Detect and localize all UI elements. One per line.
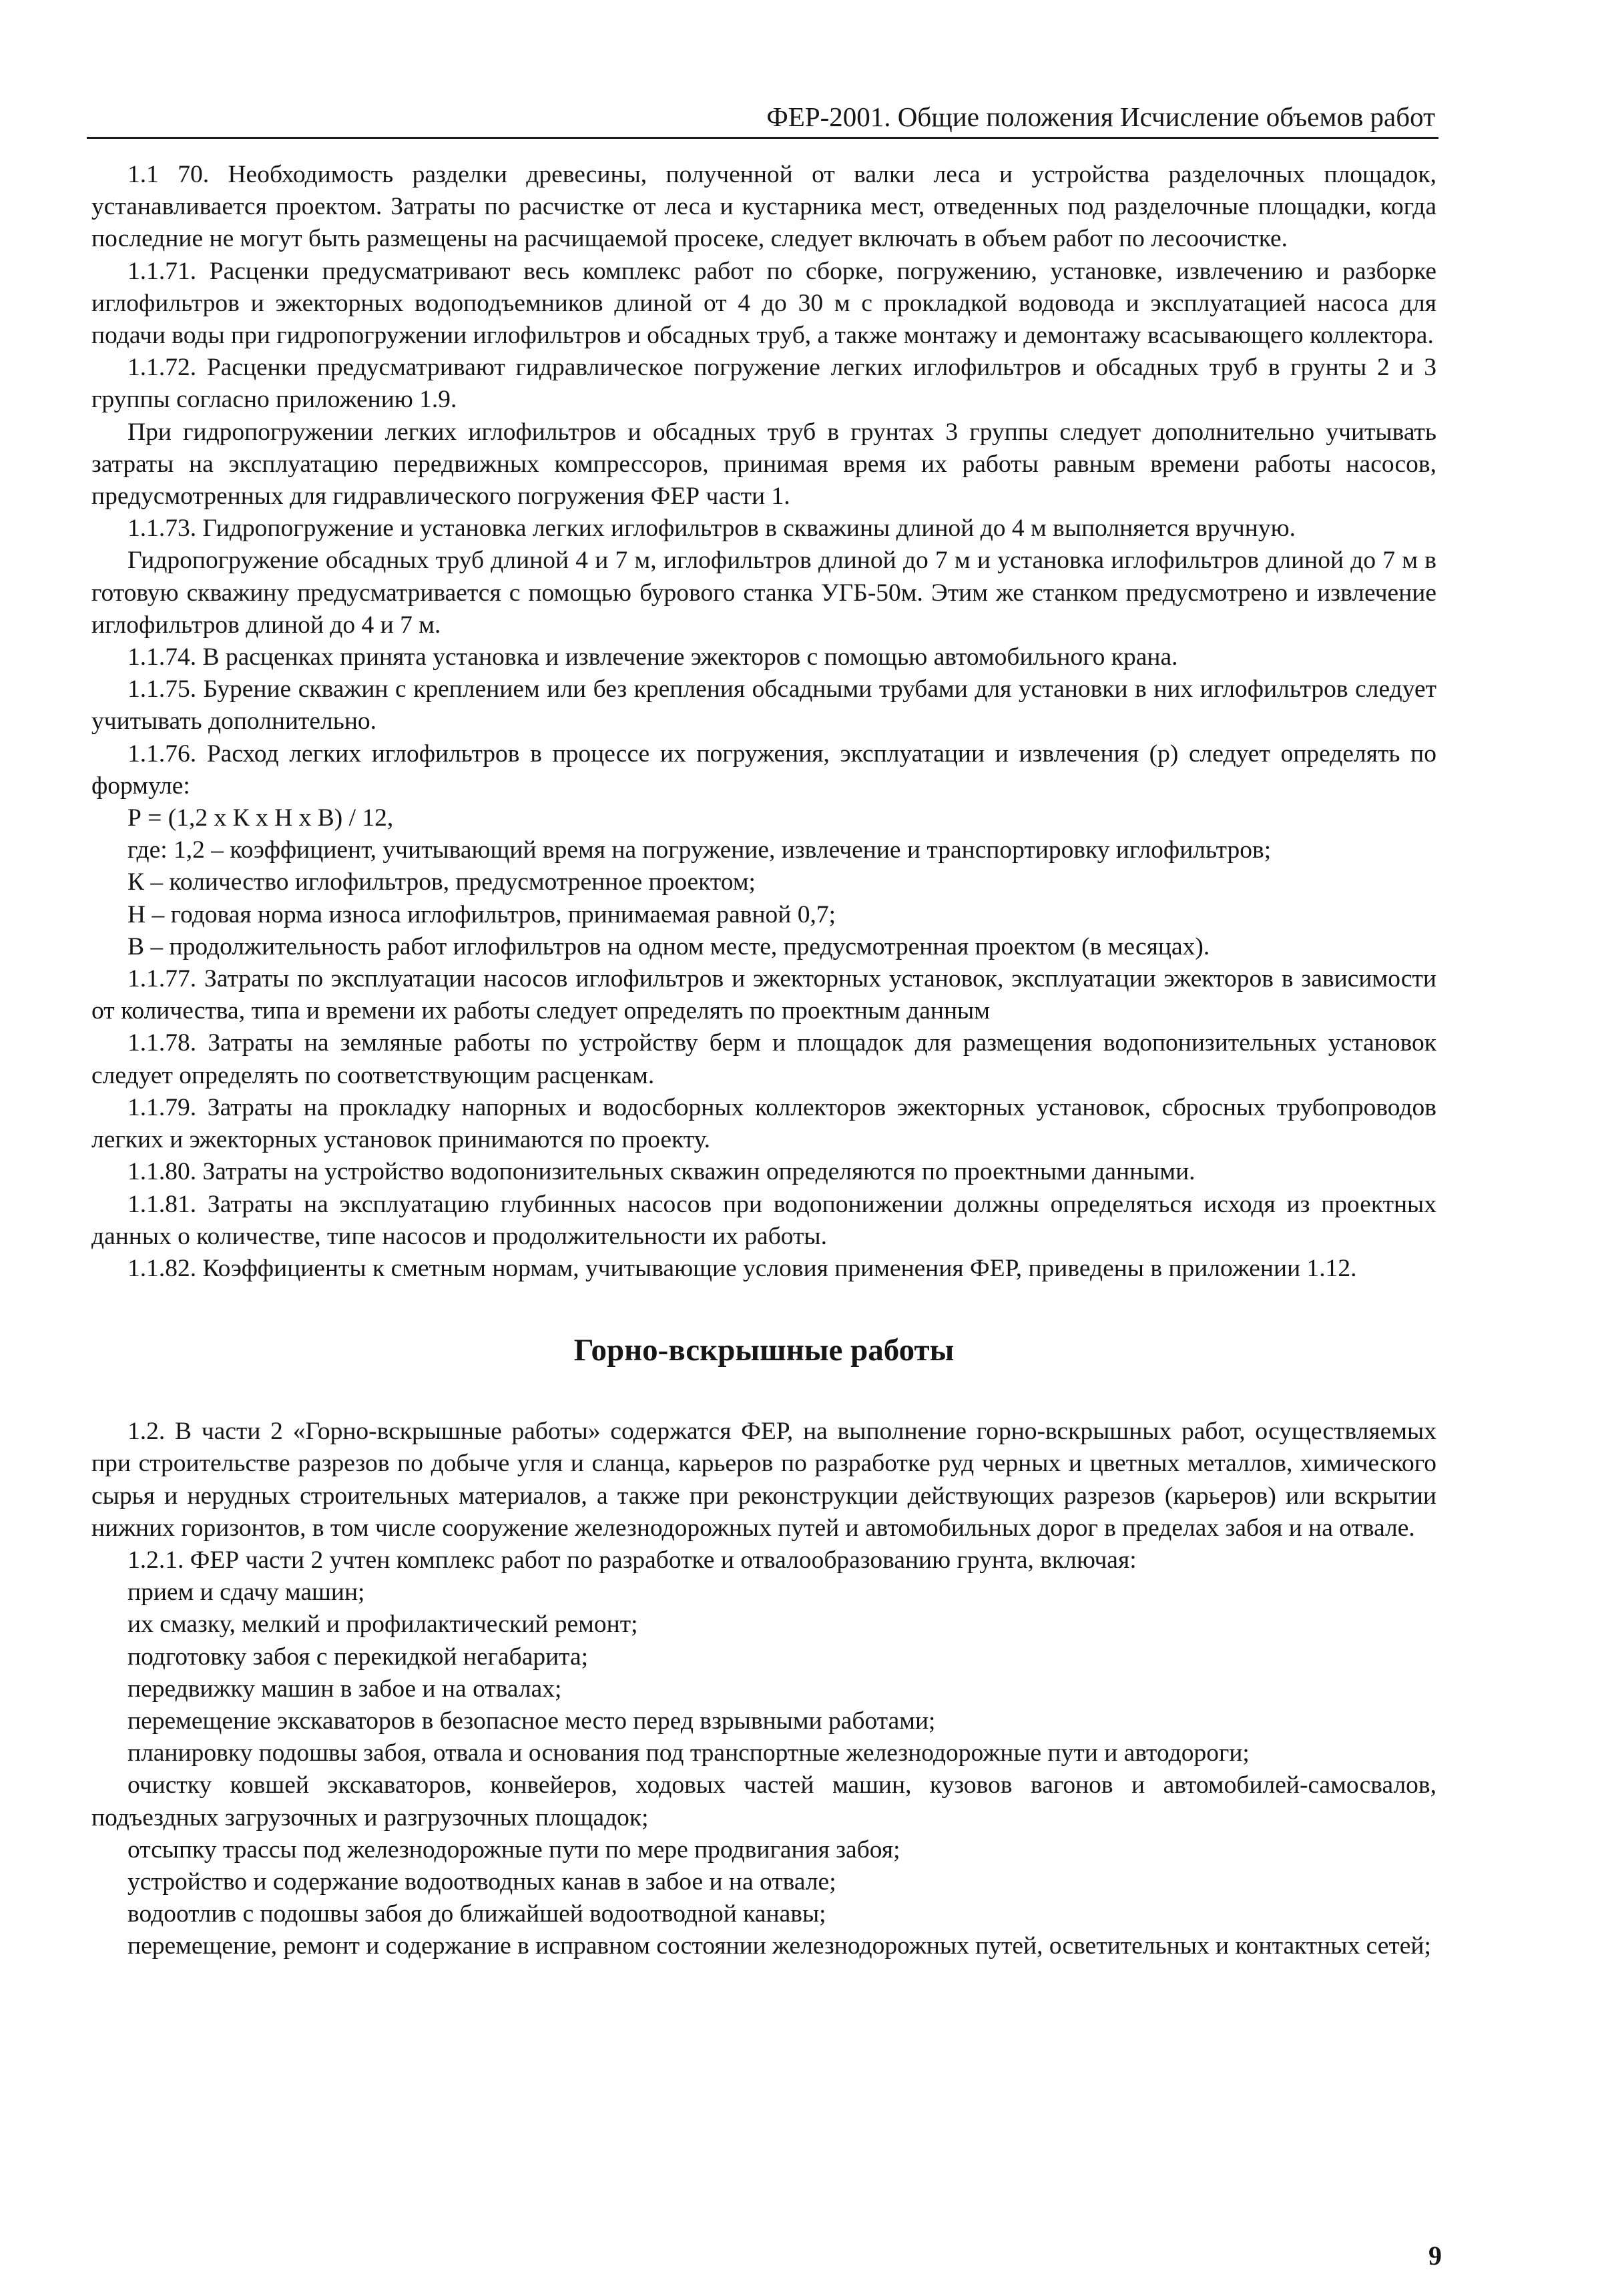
list-item: перемещение, ремонт и содержание в исправном состоянии железнодорожных путей, осветительных и контактных сетей; bbox=[127, 1932, 1431, 1960]
paragraph-1-1-79: 1.1.79. Затраты на прокладку напорных и водосборных коллекторов эжекторных установок, сбросных трубопроводов легких и эжекторных установок принимаются по проекту. bbox=[91, 1093, 1436, 1154]
list-item: устройство и содержание водоотводных канав в забое и на отвале; bbox=[127, 1868, 836, 1896]
list-item: очистку ковшей экскаваторов, конвейеров, ходовых частей машин, кузовов вагонов и автомобилей-самосвалов, подъездных загрузочных и разгрузочных площадок; bbox=[91, 1771, 1436, 1831]
paragraph-compressors: При гидропогружении легких иглофильтров и обсадных труб в грунтах 3 группы следует дополнительно учитывать затраты на эксплуатацию передвижных компрессоров, принимая время их работы равным времени работы насосов, предусмотренных для гидравлического погружения ФЕР части 1. bbox=[91, 418, 1436, 511]
formula-legend-b: В – продолжительность работ иглофильтров на одном месте, предусмотренная проектом (в месяцах). bbox=[127, 932, 1210, 960]
formula-legend-coefficient: где: 1,2 – коэффициент, учитывающий время на погружение, извлечение и транспортировку иглофильтров; bbox=[127, 836, 1272, 864]
paragraph-casing-pipes: Гидропогружение обсадных труб длиной 4 и 7 м, иглофильтров длиной до 7 м и установка иглофильтров длиной до 7 м в готовую скважину предусматривается с помощью бурового станка УГБ-50м. Этим же станком предусмотрено и извлечение иглофильтров длиной до 4 и 7 м. bbox=[91, 547, 1436, 639]
list-item: подготовку забоя с перекидкой негабарита; bbox=[127, 1643, 589, 1671]
paragraph-1-1-75: 1.1.75. Бурение скважин с креплением или без крепления обсадными трубами для установки в них иглофильтров следует учитывать дополнительно. bbox=[91, 675, 1436, 736]
list-item: планировку подошвы забоя, отвала и основания под транспортные железнодорожные пути и автодороги; bbox=[127, 1739, 1250, 1767]
paragraph-1-1-80: 1.1.80. Затраты на устройство водопонизительных скважин определяются по проектными данными. bbox=[127, 1158, 1195, 1186]
list-item: их смазку, мелкий и профилактический ремонт; bbox=[127, 1611, 638, 1639]
running-header: ФЕР-2001. Общие положения Исчисление объемов работ bbox=[766, 101, 1435, 132]
paragraph-1-2: 1.2. В части 2 «Горно-вскрышные работы» содержатся ФЕР, на выполнение горно-вскрышных работ, осуществляемых при строительстве разрезов по добыче угля и сланца, карьеров по разработке руд черных и цветных металлов, химического сырья и нерудных строительных материалов, а также при реконструкции действующих разрезов (карьеров) или вскрытии нижних горизонтов, в том числе сооружение железнодорожных путей и автомобильных дорог в пределах забоя и на отвале. bbox=[91, 1418, 1436, 1542]
list-item: отсыпку трассы под железнодорожные пути по мере продвигания забоя; bbox=[127, 1835, 900, 1863]
formula-legend-h: Н – годовая норма износа иглофильтров, принимаемая равной 0,7; bbox=[127, 900, 836, 928]
paragraph-1-1-81: 1.1.81. Затраты на эксплуатацию глубинных насосов при водопонижении должны определяться исходя из проектных данных о количестве, типе насосов и продолжительности их работы. bbox=[91, 1190, 1436, 1250]
paragraph-1-1-72: 1.1.72. Расценки предусматривают гидравлическое погружение легких иглофильтров и обсадных труб в грунты 2 и 3 группы согласно приложению 1.9. bbox=[91, 354, 1436, 414]
paragraph-1-2-1: 1.2.1. ФЕР части 2 учтен комплекс работ по разработке и отвалообразованию грунта, включая: bbox=[127, 1546, 1137, 1574]
list-item: перемещение экскаваторов в безопасное место перед взрывными работами; bbox=[127, 1707, 936, 1735]
document-body bbox=[91, 159, 1436, 1963]
list-item: передвижку машин в забое и на отвалах; bbox=[127, 1675, 562, 1703]
paragraph-1-1-74: 1.1.74. В расценках принята установка и извлечение эжекторов с помощью автомобильного крана. bbox=[127, 643, 1178, 671]
section-heading: Горно-вскрышные работы bbox=[573, 1333, 955, 1368]
list-item: водоотлив с подошвы забоя до ближайшей водоотводной канавы; bbox=[127, 1900, 826, 1928]
page-number: 9 bbox=[1428, 2241, 1442, 2271]
paragraph-1-1-78: 1.1.78. Затраты на земляные работы по устройству берм и площадок для размещения водопонизительных установок следует определять по соответствующим расценкам. bbox=[91, 1029, 1436, 1089]
formula-line: Р = (1,2 х К х Н х В) / 12, bbox=[127, 804, 394, 832]
formula-legend-k: К – количество иглофильтров, предусмотренное проектом; bbox=[127, 868, 756, 896]
paragraph-1-1-77: 1.1.77. Затраты по эксплуатации насосов иглофильтров и эжекторных установок, эксплуатации эжекторов в зависимости от количества, типа и времени их работы следует определять по проектным данным bbox=[91, 965, 1436, 1025]
paragraph-1-1-70: 1.1 70. Необходимость разделки древесины, полученной от валки леса и устройства разделочных площадок, устанавливается проектом. Затраты по расчистке от леса и кустарника мест, отведенных под разделочные площадки, когда последние не могут быть размещены на расчищаемой просеке, следует включать в объем работ по лесоочистке. bbox=[91, 161, 1436, 253]
paragraph-1-1-73: 1.1.73. Гидропогружение и установка легких иглофильтров в скважины длиной до 4 м выполняется вручную. bbox=[127, 515, 1296, 543]
paragraph-1-1-71: 1.1.71. Расценки предусматривают весь комплекс работ по сборке, погружению, установке, извлечению и разборке иглофильтров и эжекторных водоподъемников длиной от 4 до 30 м с прокладкой водовода и эксплуатацией насоса для подачи воды при гидропогружении иглофильтров и обсадных труб, а также монтажу и демонтажу всасывающего коллектора. bbox=[91, 257, 1436, 350]
paragraph-1-1-82: 1.1.82. Коэффициенты к сметным нормам, учитывающие условия применения ФЕР, приведены в приложении 1.12. bbox=[127, 1254, 1357, 1282]
list-item: прием и сдачу машин; bbox=[127, 1579, 365, 1607]
paragraph-1-1-76: 1.1.76. Расход легких иглофильтров в процессе их погружения, эксплуатации и извлечения (р) следует определять по формуле: bbox=[91, 740, 1436, 800]
header-rule bbox=[87, 137, 1438, 139]
